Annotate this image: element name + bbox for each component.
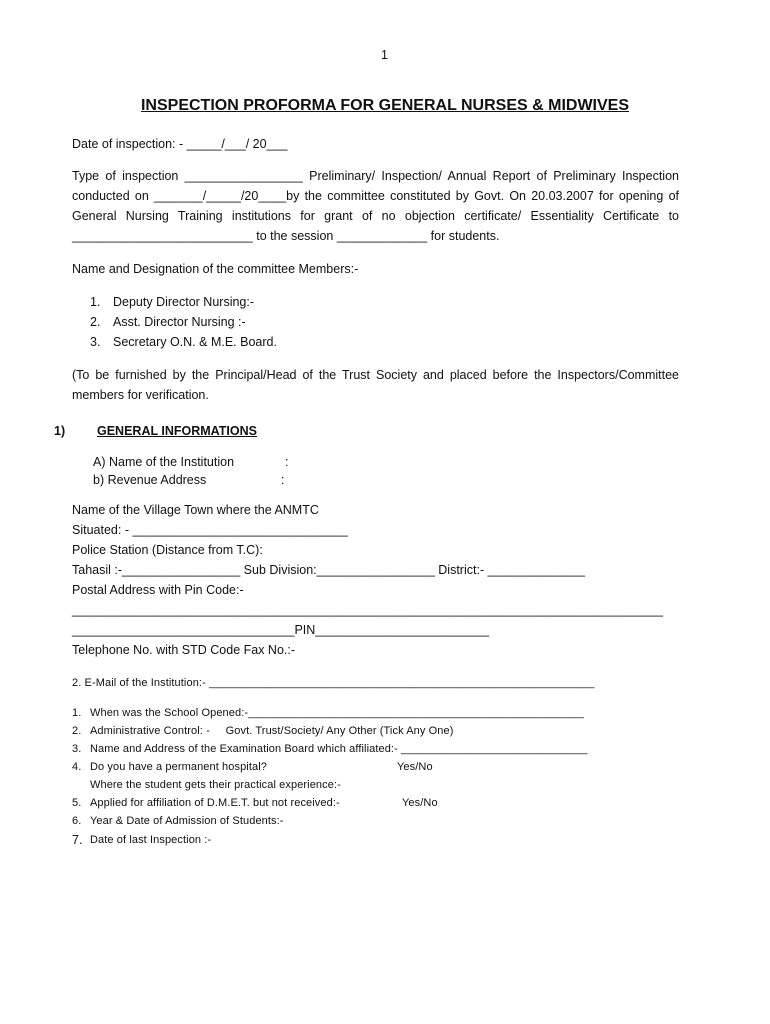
question-number: 6. <box>72 815 82 827</box>
postal-address-label: Postal Address with Pin Code:- <box>72 583 244 597</box>
date-of-inspection: Date of inspection: - _____/___/ 20___ <box>72 137 288 151</box>
member-number: 3. <box>90 335 101 349</box>
furnish-note-line-2: members for verification. <box>72 388 209 402</box>
question-text: Year & Date of Admission of Students:- <box>90 815 284 827</box>
member-item: Secretary O.N. & M.E. Board. <box>113 335 277 349</box>
question-answer: Yes/No <box>397 761 433 773</box>
furnish-note-line-1: (To be furnished by the Principal/Head of the Trust Society and placed before the Inspectors/Committee <box>72 368 679 382</box>
section-heading: GENERAL INFORMATIONS <box>97 424 257 438</box>
member-item: Deputy Director Nursing:- <box>113 295 255 309</box>
members-heading: Name and Designation of the committee Members:- <box>72 262 359 276</box>
question-text: Where the student gets their practical experience:- <box>90 779 341 791</box>
question-number: 2. <box>72 725 82 737</box>
question-text: Administrative Control: - Govt. Trust/Society/ Any Other (Tick Any One) <box>90 725 454 737</box>
institution-name-label: A) Name of the Institution <box>93 455 235 469</box>
type-line-4: __________________________ to the session _____________ for students. <box>72 229 500 243</box>
page-title: INSPECTION PROFORMA FOR GENERAL NURSES & MIDWIVES <box>140 97 630 114</box>
section-number: 1) <box>54 424 66 438</box>
revenue-address-label: b) Revenue Address <box>93 473 207 487</box>
question-text: Name and Address of the Examination Board which affiliated:- ______________________________ <box>90 743 588 755</box>
question-number: 5. <box>72 797 82 809</box>
institution-name-colon: : <box>285 455 289 469</box>
type-line-3: General Nursing Training institutions for grant of no objection certificate/ Essentiality Certificate to <box>72 209 679 223</box>
question-number: 1. <box>72 707 82 719</box>
village-label: Name of the Village Town where the ANMTC <box>72 503 319 517</box>
question-answer: Yes/No <box>402 797 438 809</box>
question-number: 7. <box>72 833 83 847</box>
question-number: 4. <box>72 761 82 773</box>
member-number: 1. <box>90 295 101 309</box>
situated-line: Situated: - _______________________________ <box>72 523 348 537</box>
member-item: Asst. Director Nursing :- <box>113 315 246 329</box>
question-text: Date of last Inspection :- <box>90 834 212 846</box>
revenue-address-colon: : <box>281 473 285 487</box>
email-line: 2. E-Mail of the Institution:- ______________________________________________________________ <box>72 677 595 689</box>
question-text: Applied for affiliation of D.M.E.T. but not received:- <box>90 797 340 809</box>
page-number: 1 <box>381 48 388 62</box>
tahasil-line: Tahasil :-_________________ Sub Division:_________________ District:- ______________ <box>72 563 585 577</box>
question-number: 3. <box>72 743 82 755</box>
question-text: When was the School Opened:-______________________________________________________ <box>90 707 584 719</box>
pin-line: ________________________________PIN_________________________ <box>72 623 490 637</box>
postal-address-line: _____________________________________________________________________________________ <box>72 603 663 617</box>
type-line-1: Type of inspection _________________ Preliminary/ Inspection/ Annual Report of Preliminary Inspection <box>72 169 679 183</box>
member-number: 2. <box>90 315 101 329</box>
type-line-2: conducted on _______/_____/20____by the committee constituted by Govt. On 20.03.2007 for opening of <box>72 189 679 203</box>
telephone-label: Telephone No. with STD Code Fax No.:- <box>72 643 296 657</box>
police-station-label: Police Station (Distance from T.C): <box>72 543 263 557</box>
question-text: Do you have a permanent hospital? <box>90 761 267 773</box>
